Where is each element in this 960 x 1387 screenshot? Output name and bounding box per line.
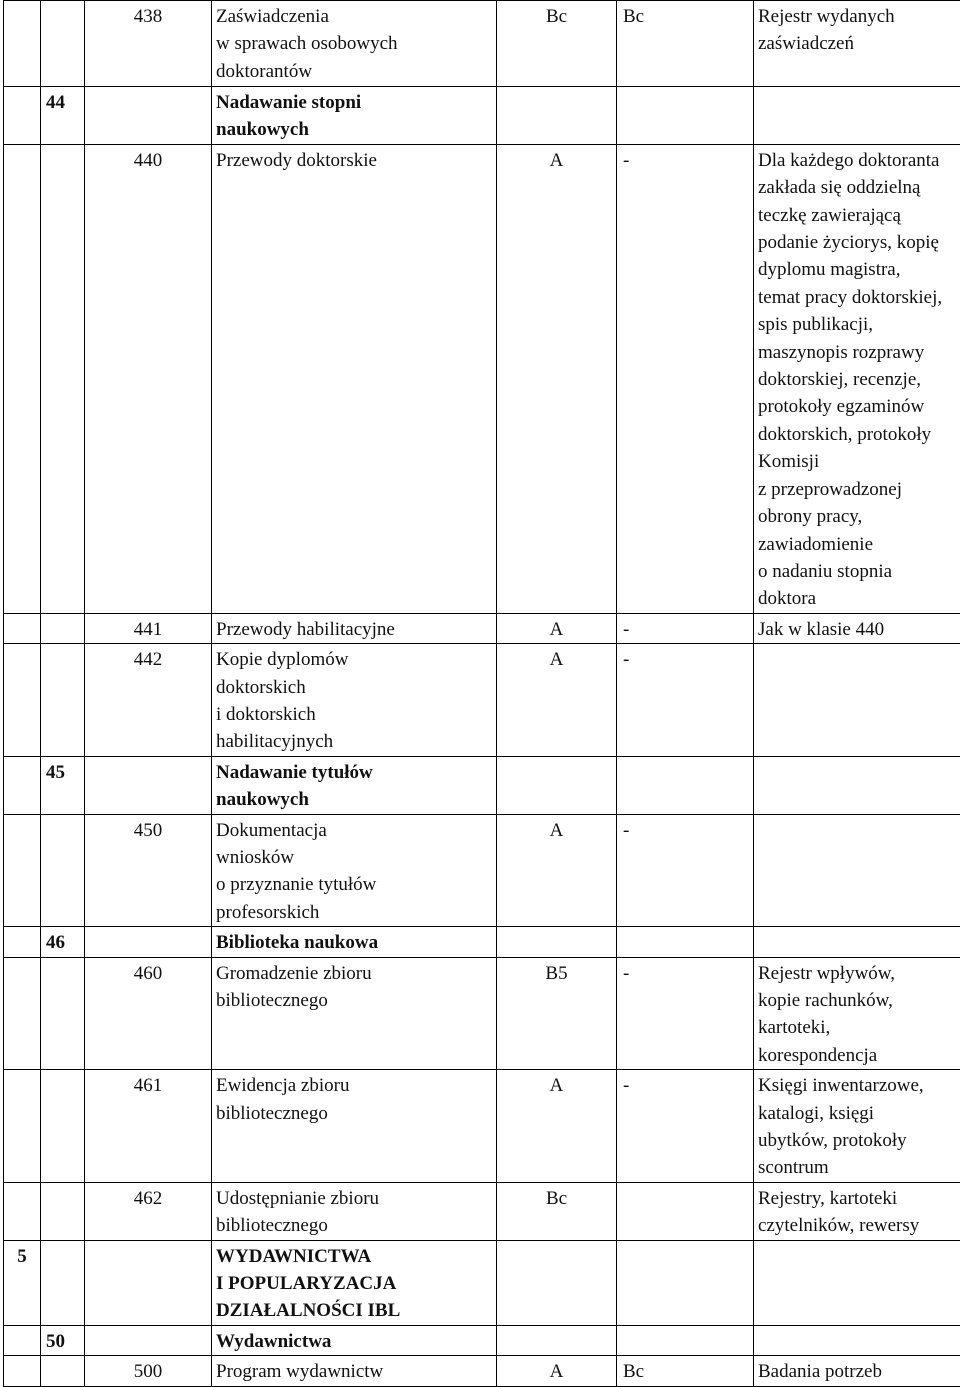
section-number-cell — [4, 756, 41, 814]
category-secondary-cell: - — [617, 1070, 754, 1183]
class-number-cell — [85, 1240, 212, 1325]
category-cell: B5 — [497, 957, 617, 1070]
table-row — [4, 87, 960, 145]
table-row — [4, 144, 960, 613]
group-number-cell — [41, 144, 85, 613]
class-name-cell: Program wydawnictw — [212, 1356, 497, 1386]
table-row — [4, 1240, 960, 1325]
notes-cell — [754, 644, 960, 757]
group-number-cell: 45 — [41, 756, 85, 814]
category-cell: A — [497, 644, 617, 757]
group-number-cell — [41, 1356, 85, 1386]
class-name-cell: Udostępnianie zbioru bibliotecznego — [212, 1182, 497, 1240]
category-secondary-cell: Bc — [617, 1, 754, 87]
section-number-cell — [4, 644, 41, 757]
category-secondary-cell: - — [617, 613, 754, 643]
class-number-cell — [85, 756, 212, 814]
class-number-cell: 441 — [85, 613, 212, 643]
group-number-cell — [41, 1182, 85, 1240]
section-number-cell — [4, 613, 41, 643]
section-number-cell — [4, 927, 41, 957]
table-row — [4, 756, 960, 814]
notes-cell — [754, 87, 960, 145]
class-number-cell — [85, 927, 212, 957]
table-row — [4, 927, 960, 957]
group-number-cell — [41, 1, 85, 87]
group-number-cell — [41, 814, 85, 927]
section-number-cell — [4, 1356, 41, 1386]
notes-cell — [754, 756, 960, 814]
category-secondary-cell — [617, 1182, 754, 1240]
class-name-cell: Przewody doktorskie — [212, 144, 497, 613]
class-name-cell: Zaświadczenia w sprawach osobowych doktorantów — [212, 1, 497, 87]
section-number-cell — [4, 1070, 41, 1183]
category-cell: Bc — [497, 1182, 617, 1240]
notes-cell — [754, 814, 960, 927]
class-name-cell: Wydawnictwa — [212, 1325, 497, 1355]
notes-cell: Rejestry, kartoteki czytelników, rewersy — [754, 1182, 960, 1240]
category-secondary-cell: Bc — [617, 1356, 754, 1386]
group-number-cell — [41, 1070, 85, 1183]
notes-cell: Jak w klasie 440 — [754, 613, 960, 643]
table-row — [4, 957, 960, 1070]
section-number-cell — [4, 957, 41, 1070]
group-number-cell — [41, 644, 85, 757]
category-cell: Bc — [497, 1, 617, 87]
notes-cell — [754, 927, 960, 957]
category-secondary-cell — [617, 927, 754, 957]
section-number-cell — [4, 1, 41, 87]
class-number-cell: 442 — [85, 644, 212, 757]
class-name-cell: Kopie dyplomów doktorskich i doktorskich habilitacyjnych — [212, 644, 497, 757]
table-row — [4, 1356, 960, 1386]
class-name-cell: Przewody habilitacyjne — [212, 613, 497, 643]
table-row — [4, 1070, 960, 1183]
section-number-cell — [4, 144, 41, 613]
class-number-cell: 500 — [85, 1356, 212, 1386]
category-secondary-cell — [617, 756, 754, 814]
table-row — [4, 1, 960, 87]
class-name-cell: WYDAWNICTWA I POPULARYZACJA DZIAŁALNOŚCI IBL — [212, 1240, 497, 1325]
class-number-cell: 450 — [85, 814, 212, 927]
category-cell: A — [497, 1356, 617, 1386]
notes-cell: Badania potrzeb — [754, 1356, 960, 1386]
group-number-cell — [41, 1240, 85, 1325]
category-cell — [497, 756, 617, 814]
notes-cell: Dla każdego doktoranta zakłada się oddzielną teczkę zawierającą podanie życiorys, kopię dyplomu magistra, temat pracy doktorskiej, spis publikacji, maszynopis rozprawy doktorskiej, recenzje, protokoły egzaminów doktorskich, protokoły Komisji z przeprowadzonej obrony pracy, zawiadomienie o nadaniu stopnia doktora — [754, 144, 960, 613]
class-name-cell: Nadawanie stopni naukowych — [212, 87, 497, 145]
class-number-cell — [85, 1325, 212, 1355]
group-number-cell — [41, 957, 85, 1070]
table-row — [4, 644, 960, 757]
class-name-cell: Ewidencja zbioru bibliotecznego — [212, 1070, 497, 1183]
class-number-cell: 438 — [85, 1, 212, 87]
group-number-cell: 46 — [41, 927, 85, 957]
category-secondary-cell: - — [617, 814, 754, 927]
group-number-cell: 50 — [41, 1325, 85, 1355]
section-number-cell — [4, 87, 41, 145]
category-cell — [497, 927, 617, 957]
category-cell — [497, 1240, 617, 1325]
table-row — [4, 1325, 960, 1355]
section-number-cell — [4, 1182, 41, 1240]
category-secondary-cell — [617, 87, 754, 145]
section-number-cell — [4, 1325, 41, 1355]
category-cell: A — [497, 613, 617, 643]
notes-cell — [754, 1325, 960, 1355]
class-name-cell: Dokumentacja wniosków o przyznanie tytułów profesorskich — [212, 814, 497, 927]
category-cell: A — [497, 144, 617, 613]
category-secondary-cell: - — [617, 644, 754, 757]
category-cell — [497, 1325, 617, 1355]
class-name-cell: Biblioteka naukowa — [212, 927, 497, 957]
category-cell — [497, 87, 617, 145]
class-number-cell: 461 — [85, 1070, 212, 1183]
class-number-cell: 440 — [85, 144, 212, 613]
group-number-cell — [41, 613, 85, 643]
notes-cell: Księgi inwentarzowe, katalogi, księgi ubytków, protokoły scontrum — [754, 1070, 960, 1183]
category-secondary-cell — [617, 1325, 754, 1355]
class-number-cell: 460 — [85, 957, 212, 1070]
table-row — [4, 814, 960, 927]
category-cell: A — [497, 814, 617, 927]
table-row — [4, 1182, 960, 1240]
group-number-cell: 44 — [41, 87, 85, 145]
table-row — [4, 613, 960, 643]
category-cell: A — [497, 1070, 617, 1183]
notes-cell — [754, 1240, 960, 1325]
table-body — [4, 1, 960, 1387]
class-name-cell: Gromadzenie zbioru bibliotecznego — [212, 957, 497, 1070]
class-number-cell: 462 — [85, 1182, 212, 1240]
notes-cell: Rejestr wydanych zaświadczeń — [754, 1, 960, 87]
records-classification-table — [3, 0, 960, 1387]
section-number-cell — [4, 814, 41, 927]
notes-cell: Rejestr wpływów, kopie rachunków, kartoteki, korespondencja — [754, 957, 960, 1070]
category-secondary-cell — [617, 1240, 754, 1325]
category-secondary-cell: - — [617, 957, 754, 1070]
class-number-cell — [85, 87, 212, 145]
category-secondary-cell: - — [617, 144, 754, 613]
class-name-cell: Nadawanie tytułów naukowych — [212, 756, 497, 814]
section-number-cell: 5 — [4, 1240, 41, 1325]
